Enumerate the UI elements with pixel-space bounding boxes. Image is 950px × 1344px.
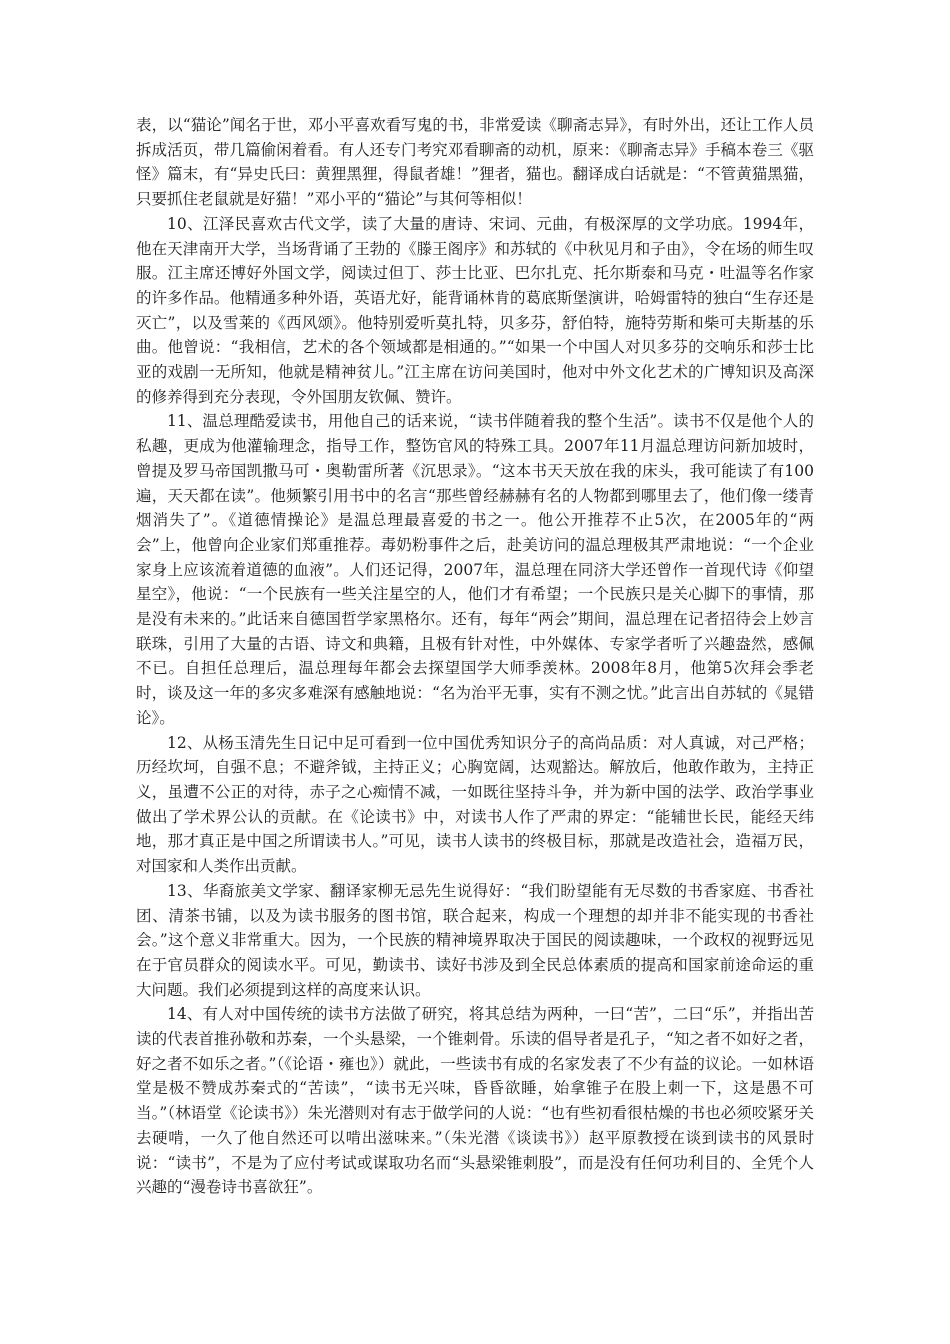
paragraph-11: 11、温总理酷爱读书，用他自己的话来说，“读书伴随着我的整个生活”。读书不仅是他个人的私趣，更成为他灌输理念，指导工作，整饬官风的特殊工具。2007年11月温总理访问新加坡时，曾提及罗马帝国凯撒马可・奥勒雷所著《沉思录》。“这本书天天放在我的床头，我可能读了有100遍，天天都在读”。他频繁引用书中的名言“那些曾经赫赫有名的人物都到哪里去了，他们像一缕青烟消失了”。《道德情操论》是温总理最喜爱的书之一。他公开推荐不止5次，在2005年的“两会”上，他曾向企业家们郑重推荐。毒奶粉事件之后，赴美访问的温总理极其严肃地说：“一个企业家身上应该流着道德的血液”。人们还记得，2007年，温总理在同济大学还曾作一首现代诗《仰望星空》，他说：“一个民族有一些关注星空的人，他们才有希望；一个民族只是关心脚下的事情，那是没有未来的。”此话来自德国哲学家黑格尔。还有，每年“两会”期间，温总理在记者招待会上妙言联珠，引用了大量的古语、诗文和典籍，且极有针对性，中外媒体、专家学者听了兴趣盎然，感佩不已。自担任总理后，温总理每年都会去探望国学大师季羡林。2008年8月，他第5次拜会季老时，谈及这一年的多灾多难深有感触地说：“名为治平无事，实有不测之忧。”此言出自苏轼的《晁错论》。 bbox=[136, 412, 814, 727]
paragraph-continuation: 表，以“猫论”闻名于世，邓小平喜欢看写鬼的书，非常爱读《聊斋志异》，有时外出，还让工作人员拆成活页，带几篇偷闲着看。有人还专门考究邓看聊斋的动机，原来：《聊斋志异》手稿本卷三《驱怪》篇末，有“异史氏曰：黄狸黑狸，得鼠者雄！”狸者，猫也。翻译成白话就是：“不管黄猫黑猫，只要抓住老鼠就是好猫！”邓小平的“猫论”与其何等相似！ bbox=[136, 116, 814, 209]
paragraph-12: 12、从杨玉清先生日记中足可看到一位中国优秀知识分子的高尚品质：对人真诚，对己严格；历经坎坷，自强不息；不避斧钺，主持正义；心胸宽阔，达观豁达。解放后，他敢作敢为，主持正义，虽遭不公正的对待，赤子之心痴情不减，一如既往坚持斗争，并为新中国的法学、政治学事业做出了学术界公认的贡献。在《论读书》中，对读书人作了严肃的界定：“能辅世长民，能经天纬地，那才真正是中国之所谓读书人。”可见，读书人读书的终极目标，那就是改造社会，造福万民，对国家和人类作出贡献。 bbox=[136, 733, 814, 876]
document-body bbox=[136, 113, 814, 1200]
paragraph-14: 14、有人对中国传统的读书方法做了研究，将其总结为两种，一曰“苦”，二曰“乐”，并指出苦读的代表首推孙敬和苏秦，一个头悬梁，一个锥刺骨。乐读的倡导者是孔子，“知之者不如好之者，好之者不如乐之者。”（《论语・雍也》）就此，一些读书有成的名家发表了不少有益的议论。一如林语堂是极不赞成苏秦式的“苦读”，“读书无兴味，昏昏欲睡，始拿锥子在股上刺一下，这是愚不可当。”（林语堂《论读书》）朱光潜则对有志于做学问的人说：“也有些初看很枯燥的书也必须咬紧牙关去硬啃，一久了他自然还可以啃出滋味来。”（朱光潜《谈读书》）赵平原教授在谈到读书的风景时说：“读书”，不是为了应付考试或谋取功名而“头悬梁锥刺股”，而是没有任何功利目的、全凭个人兴趣的“漫卷诗书喜欲狂”。 bbox=[136, 1005, 814, 1197]
paragraph-10: 10、江泽民喜欢古代文学，读了大量的唐诗、宋词、元曲，有极深厚的文学功底。1994年，他在天津南开大学，当场背诵了王勃的《滕王阁序》和苏轼的《中秋见月和子由》，令在场的师生叹服。江主席还博好外国文学，阅读过但丁、莎士比亚、巴尔扎克、托尔斯泰和马克・吐温等名作家的许多作品。他精通多种外语，英语尤好，能背诵林肯的葛底斯堡演讲，哈姆雷特的独白“生存还是灭亡”，以及雪莱的《西风颂》。他特别爱听莫扎特，贝多芬，舒伯特，施特劳斯和柴可夫斯基的乐曲。他曾说：“我相信，艺术的各个领域都是相通的。”“如果一个中国人对贝多芬的交响乐和莎士比亚的戏剧一无所知，他就是精神贫儿。”江主席在访问美国时，他对中外文化艺术的广博知识及高深的修养得到充分表现，令外国朋友钦佩、赞许。 bbox=[136, 214, 814, 406]
paragraph-13: 13、华裔旅美文学家、翻译家柳无忌先生说得好：“我们盼望能有无尽数的书香家庭、书香社团、清茶书铺，以及为读书服务的图书馆，联合起来，构成一个理想的却并非不能实现的书香社会。”这个意义非常重大。因为，一个民族的精神境界取决于国民的阅读趣味，一个政权的视野远见在于官员群众的阅读水平。可见，勤读书、读好书涉及到全民总体素质的提高和国家前途命运的重大问题。我们必须提到这样的高度来认识。 bbox=[136, 881, 814, 999]
